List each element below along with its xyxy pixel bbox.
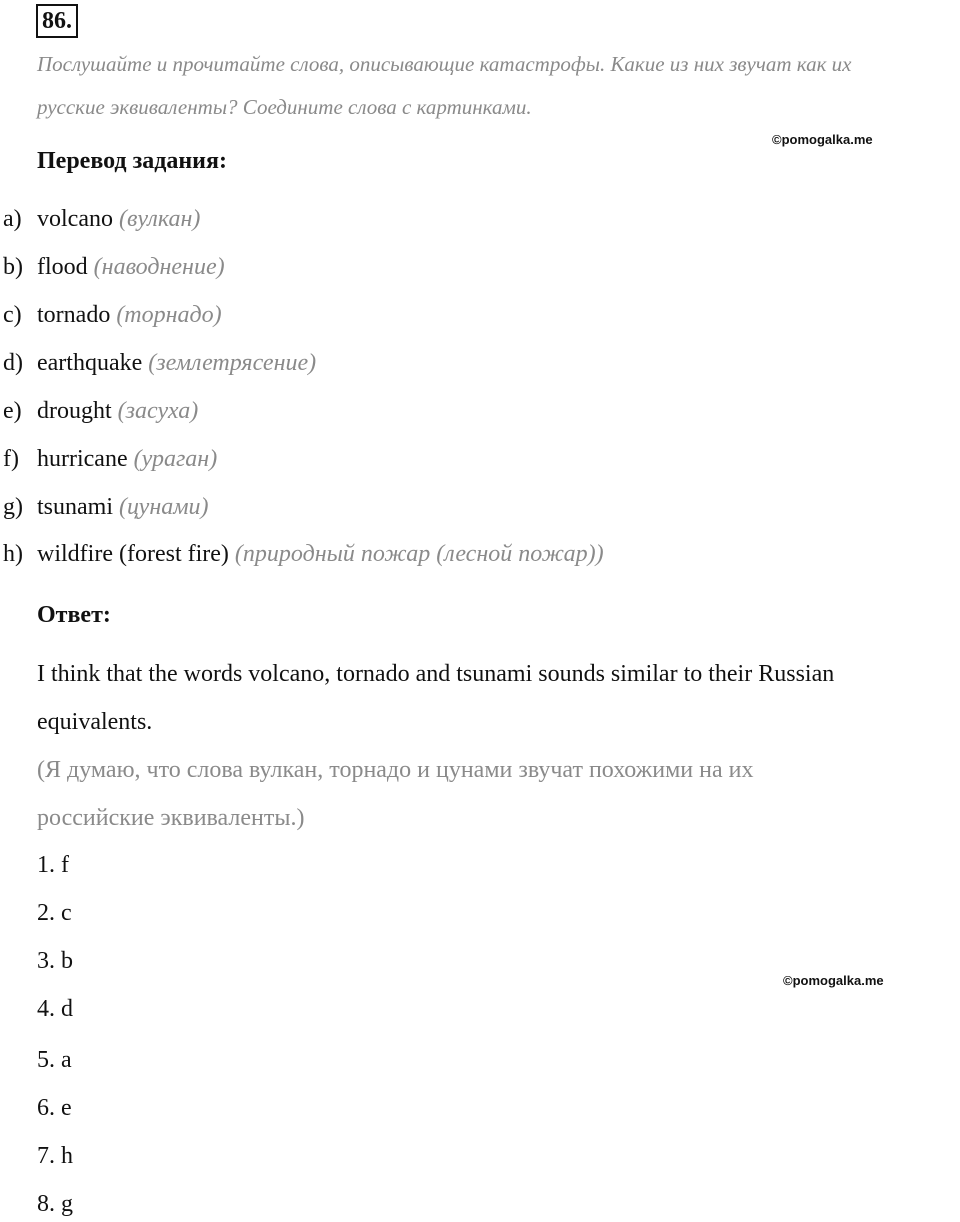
item-word: tsunami: [37, 494, 113, 520]
match-item: 5. a: [37, 1047, 72, 1073]
answer-text-line-1: I think that the words volcano, tornado and tsunami sounds similar to their Russian: [37, 661, 835, 687]
match-item: 8. g: [37, 1191, 73, 1217]
item-translation: (ураган): [133, 446, 218, 472]
match-item: 3. b: [37, 948, 73, 974]
answer-translation-line-2: российские эквиваленты.): [37, 805, 305, 831]
item-translation: (наводнение): [93, 254, 225, 280]
item-word: flood: [37, 254, 88, 280]
item-word: wildfire (forest fire): [37, 541, 229, 567]
answer-text-line-2: equivalents.: [37, 709, 153, 735]
match-item: 2. c: [37, 900, 72, 926]
item-word: tornado: [37, 302, 111, 328]
item-letter: h): [3, 541, 23, 567]
item-translation: (цунами): [119, 494, 209, 520]
item-word: drought: [37, 398, 112, 424]
item-letter: d): [3, 350, 23, 376]
answer-translation-line-1: (Я думаю, что слова вулкан, торнадо и цунами звучат похожими на их: [37, 757, 754, 783]
match-item: 1. f: [37, 852, 69, 878]
match-item: 6. e: [37, 1095, 72, 1121]
watermark-top: ©pomogalka.me: [772, 132, 873, 147]
item-translation: (засуха): [117, 398, 199, 424]
answer-heading: Ответ:: [37, 602, 111, 628]
item-translation: (природный пожар (лесной пожар)): [234, 541, 604, 567]
item-letter: f): [3, 446, 19, 472]
watermark-bottom: ©pomogalka.me: [783, 973, 884, 988]
item-letter: b): [3, 254, 23, 280]
item-word: volcano: [37, 206, 113, 232]
item-word: hurricane: [37, 446, 128, 472]
item-letter: g): [3, 494, 23, 520]
task-instruction-line-2: русские эквиваленты? Соедините слова с картинками.: [37, 95, 532, 119]
item-letter: e): [3, 398, 22, 424]
item-letter: a): [3, 206, 22, 232]
task-instruction-line-1: Послушайте и прочитайте слова, описывающие катастрофы. Какие из них звучат как их: [37, 52, 852, 76]
translation-heading: Перевод задания:: [37, 148, 227, 174]
match-item: 4. d: [37, 996, 73, 1022]
item-translation: (торнадо): [116, 302, 222, 328]
match-item: 7. h: [37, 1143, 73, 1169]
item-letter: c): [3, 302, 22, 328]
item-translation: (вулкан): [118, 206, 201, 232]
exercise-number: 86.: [36, 4, 78, 38]
item-word: earthquake: [37, 350, 143, 376]
item-translation: (землетрясение): [148, 350, 317, 376]
